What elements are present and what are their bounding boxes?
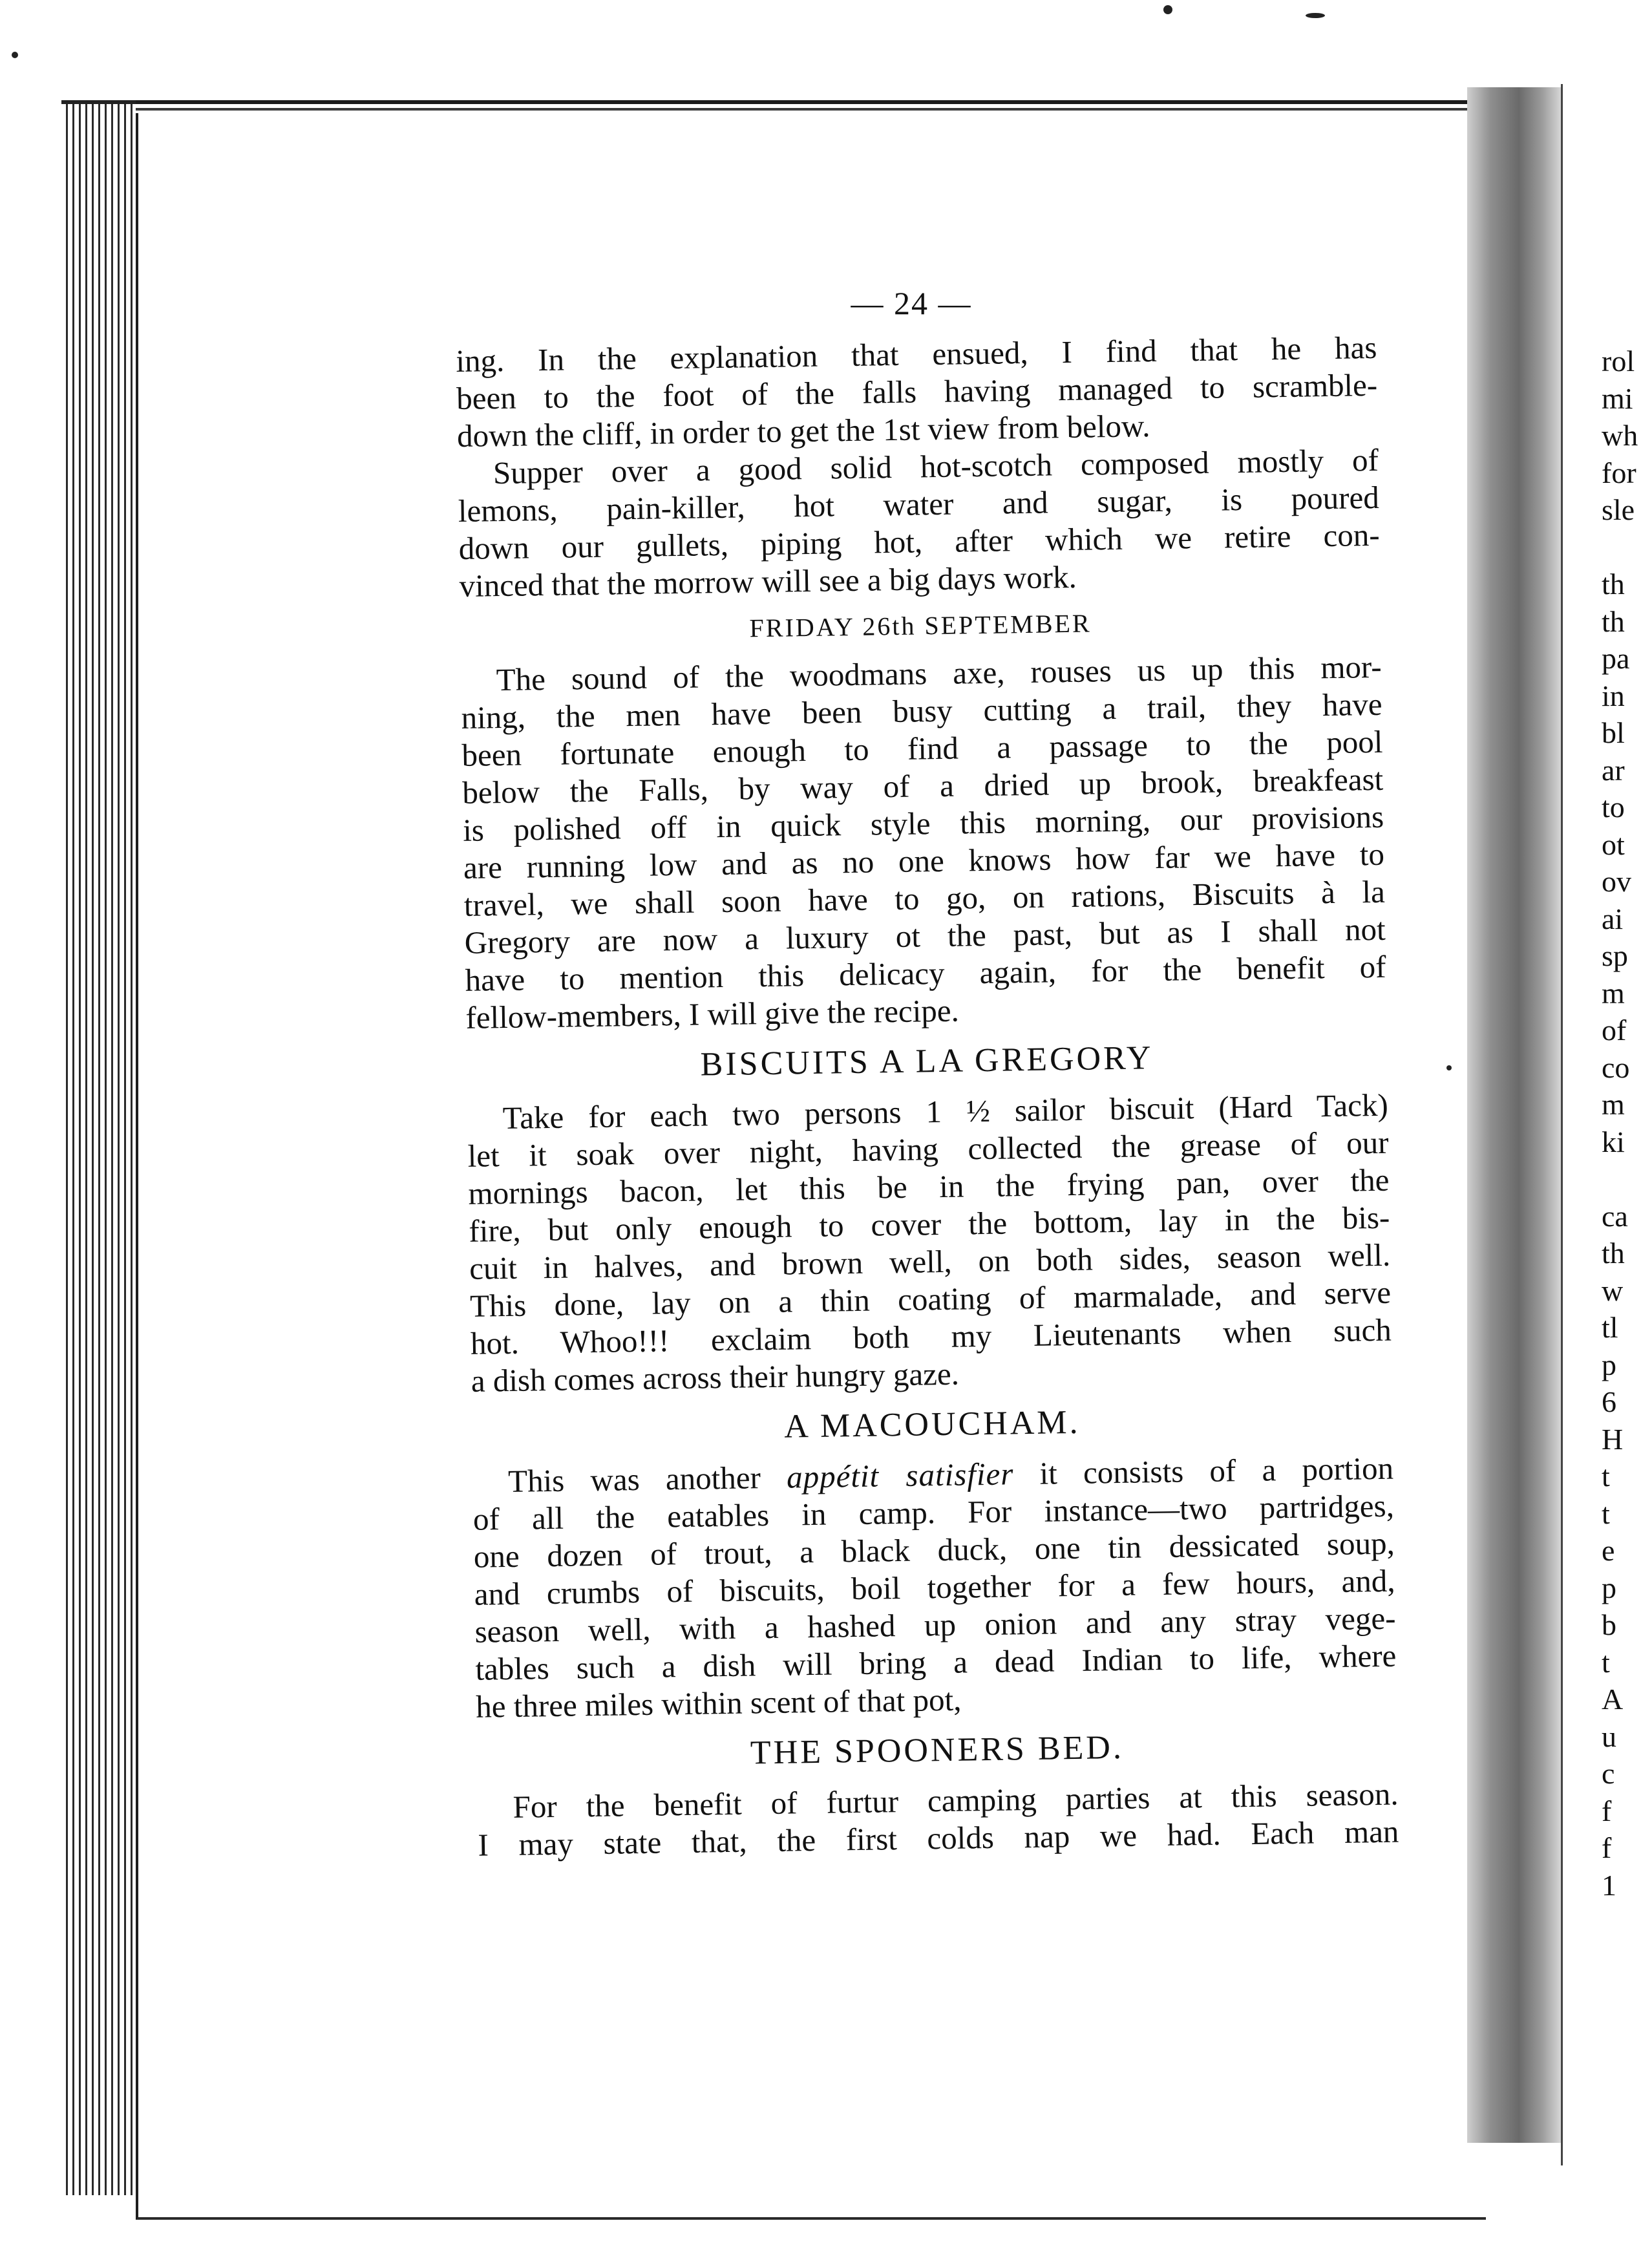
dust-speck [1446,1065,1452,1070]
right-page-fragment: th [1602,1237,1625,1270]
text-line: cuit in halves, and brown well, on both sides, season well. [469,1237,1391,1286]
text-line: vinced that the morrow will see a big days work. [459,558,1077,604]
right-page-fragment: co [1602,1050,1630,1084]
right-page-fragment: ai [1602,902,1624,935]
right-page-fragment: f [1602,1794,1612,1827]
text-line: let it soak over night, having collected the grease of our [467,1124,1389,1174]
heading-spooners: THE SPOONERS BED. [750,1728,1125,1772]
dust-speck [12,52,18,58]
text-line: are running low and as no one knows how far we have to [463,836,1385,886]
right-page-fragment: to [1602,791,1625,824]
right-page-fragment: mi [1602,381,1633,415]
text-line: down the cliff, in order to get the 1st view from below. [456,408,1150,454]
right-page-fragment: ov [1602,865,1631,898]
text-line: hot. Whoo!!! exclaim both my Lieutenants when such [470,1312,1392,1361]
right-page-fragment: ot [1602,827,1625,861]
page-number: — 24 — [851,285,972,321]
paragraph-4 [467,1087,1392,1400]
right-page-fragment: sle [1602,493,1635,526]
right-page-fragment: bl [1602,716,1625,749]
right-page-fragment: wh [1602,419,1638,452]
text-line: season well, with a hashed up onion and any stray vege- [474,1600,1396,1650]
paragraph-6 [477,1776,1399,1864]
text-line: travel, we shall soon have to go, on rations, Biscuits à la [463,873,1386,923]
right-page-fragment: f [1602,1831,1612,1864]
text-fragment: This was another [507,1460,761,1499]
paragraph-2 [458,441,1381,605]
right-page-fragment: sp [1602,939,1628,972]
right-page-fragment: m [1602,976,1625,1010]
right-page-fragment: A [1602,1683,1624,1716]
dust-speck [1163,5,1172,14]
right-page-fragment: ar [1602,753,1625,787]
right-page-fragment: th [1602,604,1625,638]
paragraph-3 [460,648,1386,1037]
right-page-fragment: e [1602,1534,1615,1567]
text-line: one dozen of trout, a black duck, one tin dessicated soup, [473,1525,1395,1575]
text-fragment: it consists of a portion [1039,1450,1394,1491]
right-page-fragment: b [1602,1608,1616,1641]
text-line: below the Falls, by way of a dried up brook, breakfeast [461,761,1384,811]
right-page-fragment [1602,1160,1652,1198]
right-page-fragment: pa [1602,642,1630,675]
right-page-fragment: t [1602,1460,1610,1493]
text-line: down our gullets, piping hot, after which we retire con- [458,516,1380,566]
right-page-fragment: c [1602,1757,1615,1790]
italic-phrase: appétit satisfier [786,1456,1014,1495]
right-page-fragment: u [1602,1719,1616,1753]
text-line: lemons, pain-killer, hot water and sugar, is poured [458,479,1380,529]
heading-biscuits: BISCUITS A LA GREGORY [700,1039,1154,1083]
text-line: For the benefit of furtur camping parties at this season. [513,1776,1399,1825]
right-page-fragment: ki [1602,1125,1625,1158]
text-line: he three miles within scent of that pot, [475,1681,962,1725]
dust-speck [1306,13,1325,18]
right-page-fragment: rol [1602,345,1635,377]
book-gutter [1467,87,1561,2143]
text-line: fellow-members, I will give the recipe. [465,992,960,1036]
right-page-fragment: 6 [1602,1385,1616,1418]
right-page-fragment: p [1602,1571,1616,1604]
text-line: This done, lay on a thin coating of marmalade, and serve [469,1274,1392,1324]
date-heading: FRIDAY 26th SEPTEMBER [749,608,1092,643]
heading-macoucham: A MACOUCHAM. [783,1403,1081,1445]
paragraph-5 [472,1450,1397,1726]
right-page-fragment: of [1602,1014,1627,1047]
text-line: is polished off in quick style this morning, our provisions [462,798,1384,848]
paragraph-1 [456,329,1378,455]
text-line: been to the foot of the falls having managed to scramble- [456,367,1378,416]
right-page-fragment: w [1602,1273,1624,1307]
right-page-fragment: tl [1602,1311,1618,1344]
text-line: mornings bacon, let this be in the frying pan, over the [468,1162,1390,1211]
right-page-fragment [1602,529,1652,566]
page-stack-edges [61,100,136,2195]
right-page-fragment: th [1602,568,1625,601]
text-line: tables such a dish will bring a dead Indian to life, where [475,1637,1397,1687]
right-page-fragment: 1 [1602,1868,1616,1902]
text-line: Gregory are now a luxury ot the past, but as I shall not [464,911,1386,961]
right-page-fragment: p [1602,1348,1616,1381]
text-line: have to mention this delicacy again, for the benefit of [465,948,1386,998]
text-line: been fortunate enough to find a passage to the pool [461,723,1383,773]
text-line: I may state that, the first colds nap we had. Each man [478,1813,1399,1863]
text-line: a dish comes across their hungry gaze. [471,1356,960,1399]
right-page-fragment: m [1602,1088,1625,1121]
text-line: Take for each two persons 1 ½ sailor biscuit (Hard Tack) [502,1087,1389,1136]
text-line: fire, but only enough to cover the bottom, lay in the bis- [468,1199,1390,1249]
page-text [456,329,1399,1864]
text-line: The sound of the woodmans axe, rouses us up this mor- [496,648,1382,698]
text-line: Supper over a good solid hot-scotch composed mostly of [492,441,1379,491]
text-line: ning, the men have been busy cutting a trail, they have [461,686,1382,736]
text-line: ing. In the explanation that ensued, I find that he has [456,329,1377,379]
right-page-fragment: for [1602,456,1636,489]
text-line: of all the eatables in camp. For instance—two partridges, [472,1487,1395,1537]
right-page-fragment: H [1602,1422,1624,1456]
right-page-fragment: t [1602,1496,1610,1530]
right-page-fragment: in [1602,679,1625,712]
right-page-fragment: t [1602,1645,1610,1679]
right-page-fragment: ca [1602,1199,1628,1233]
text-line: and crumbs of biscuits, boil together for a few hours, and, [474,1562,1395,1612]
right-page-text-fragments [1602,343,1652,1904]
book-top-edge [71,100,1474,114]
